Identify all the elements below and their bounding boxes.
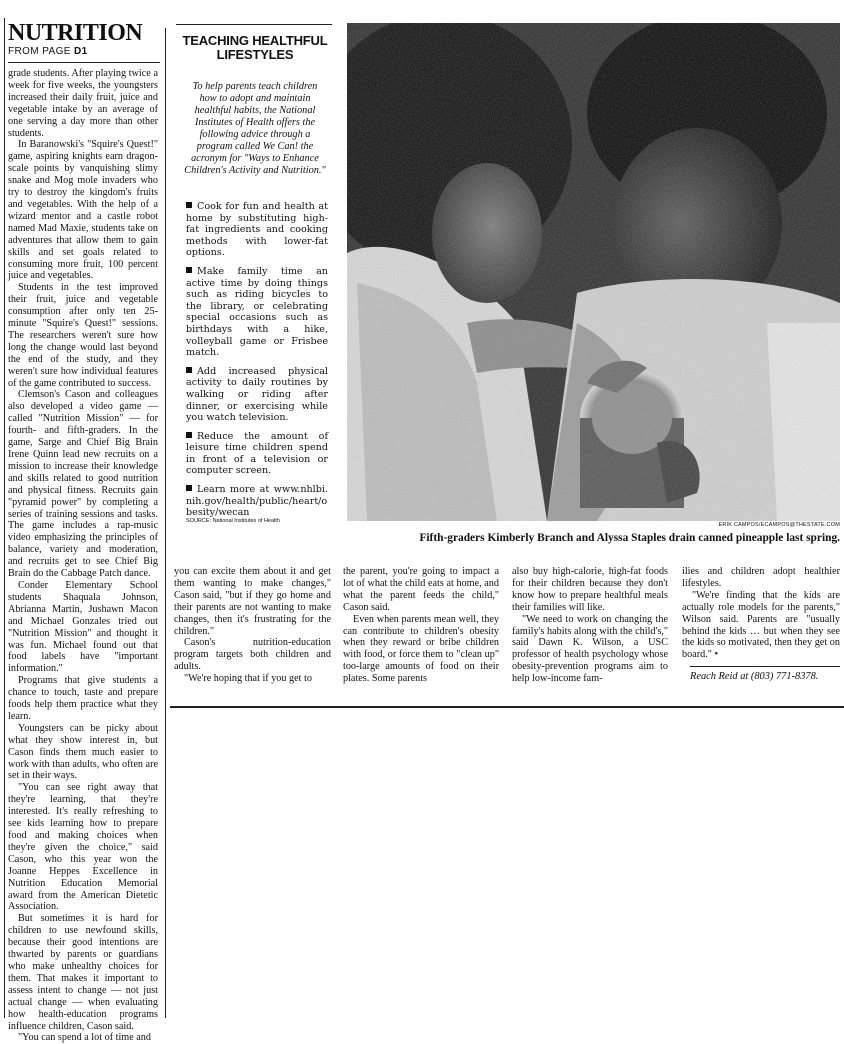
article-column-3 — [343, 566, 499, 685]
photo-credit: ERIK CAMPOS/ECAMPOS@THESTATE.COM — [718, 522, 840, 528]
signoff-rule — [690, 666, 840, 667]
tip-text: Learn more at www.nhlbi.nih.gov/health/public/heart/obesity/wecan — [186, 484, 328, 519]
tip-text: Reduce the amount of leisure time children spend in front of a television or computer screen. — [186, 430, 328, 477]
paragraph: "We're hoping that if you get to — [184, 673, 312, 685]
article-column-4 — [512, 566, 668, 685]
tip-item — [186, 431, 328, 477]
column-divider — [165, 28, 166, 1018]
paragraph: Clemson's Cason and colleagues also developed a video game — called "Nutrition Mission" — for fourth- and fifth-graders. In the game, Sarge and Chief Big Brain Irene Quinn lead new recruits on a mission to increase their knowledge and skills related to good nutrition and physical fitness. Recruits gain "pyramid power" by completing a series of training sessions and tasks. The game includes a rap-music video emphasizing the principles of balance, variety and moderation, and recruits get to see Chief Big Brain do the Cabbage Patch dance. — [8, 389, 158, 580]
tip-text: Cook for fun and health at home by substituting high-fat ingredients and cooking methods with lower-fat options. — [186, 201, 328, 259]
paragraph: the parent, you're going to impact a lot of what the child eats at home, and what the parent feeds the child," Cason said. — [343, 566, 499, 613]
square-bullet-icon — [186, 432, 192, 438]
square-bullet-icon — [186, 202, 192, 208]
paragraph: "We're finding that the kids are actually role models for the parents," Wilson said. Parents are "usually behind the kids … but when they see the kids so motivated, then they get on board." • — [682, 589, 840, 661]
sidebar-tip-list — [186, 201, 328, 526]
sidebar-title: TEACHING HEALTHFUL LIFESTYLES — [182, 33, 328, 62]
news-photo — [347, 23, 840, 521]
sidebar-intro: To help parents teach children how to adopt and maintain healthful habits, the National Institutes of Health offers the following advice through a program called We Can! the acronym for "Ways to Enhance Children's Activity and Nutrition." — [184, 81, 326, 176]
left-margin-rule — [4, 18, 5, 1018]
paragraph: Cason's nutrition-education program targets both children and adults. — [174, 637, 331, 673]
jump-line-page-ref: D1 — [74, 46, 88, 57]
article-column-2 — [174, 566, 331, 685]
sidebar-top-rule — [176, 24, 332, 25]
photo-image — [347, 23, 840, 521]
tip-item — [186, 366, 328, 424]
sidebar-source: SOURCE: National Institutes of Health — [186, 518, 280, 524]
paragraph: Students in the test improved their fruit, juice and vegetable consumption after only ten 25-minute "Squire's Quest!" sessions. The researchers weren't sure how long the change would last beyond the end of the study, and they weren't sure how individual features of the game contributed to success. — [8, 282, 158, 389]
tip-item — [186, 266, 328, 359]
paragraph: grade students. After playing twice a week for five weeks, the youngsters increased their daily fruit, juice and vegetable intake by an average of one serving a day more than other students. — [8, 68, 158, 139]
paragraph: also buy high-calorie, high-fat foods for their children because they don't know how to prepare healthful meals their families will like. — [512, 566, 668, 613]
square-bullet-icon — [186, 267, 192, 273]
tip-text: Add increased physical activity to daily routines by walking or riding after dinner, or exercising while you watch television. — [186, 365, 328, 424]
article-column-5 — [682, 566, 840, 661]
photo-caption: Fifth-graders Kimberly Branch and Alyssa Staples drain canned pineapple last spring. — [419, 532, 840, 544]
paragraph: "You can see right away that they're learning, that they're interested. It's really refreshing to see kids learning how to prepare food and making choices when they're given the choice," said Cason, who this year won the Joanne Heppes Excellence in Nutrition Education Memorial award from the American Dietetic Association. — [8, 782, 158, 913]
paragraph: "We need to work on changing the family's habits along with the child's," said Dawn K. Wilson, a USC professor of health psychology whose obesity-prevention programs aim to help low-income fam- — [512, 613, 668, 685]
paragraph: Even when parents mean well, they can contribute to children's obesity when they reward or bribe children with food, or force them to "clean up" too-large amounts of food on their plates. Some parents — [343, 613, 499, 685]
paragraph: you can excite them about it and get them wanting to make changes," Cason said, "but if they go home and their parents are not wanting to make changes, then it's frustrating for the children." — [174, 566, 331, 637]
header-underline — [8, 62, 160, 63]
paragraph: Youngsters can be picky about what they show interest in, but Cason finds them much easier to work with than adults, who often are set in their ways. — [8, 722, 158, 782]
jump-line — [8, 46, 88, 57]
paragraph: But sometimes it is hard for children to use newfound skills, because their good intentions are thwarted by parents or guardians who make unhealthy choices for them. That makes it important to assess intent to change — not just actual change — when evaluating how health-education programs influence children, Cason said. — [8, 913, 158, 1032]
jump-line-prefix: FROM PAGE — [8, 46, 75, 57]
paragraph: Programs that give students a chance to touch, taste and prepare foods help them practice what they learn. — [8, 675, 158, 722]
section-headline: NUTRITION — [8, 20, 143, 46]
square-bullet-icon — [186, 485, 192, 491]
paragraph: ilies and children adopt healthier lifestyles. — [682, 566, 840, 589]
tip-item — [186, 484, 328, 519]
tip-text: Make family time an active time by doing things such as riding bicycles to the library, or celebrating special occasions such as birthdays with a hike, volleyball game or Frisbee match. — [186, 265, 328, 359]
article-column-1 — [8, 68, 158, 1044]
tip-item — [186, 201, 328, 259]
article-bottom-rule — [170, 706, 844, 708]
paragraph: In Baranowski's "Squire's Quest!" game, aspiring knights earn dragon-scale points by vanquishing slimy snake and Mog mole invaders who try to destroy the kingdom's fruits and vegetables. With the help of a wizard mentor and a castle robot named Mad Maxie, students take on adventures that allow them to gain skills and set goals related to consuming more fruit, 100 percent juice and vegetables. — [8, 139, 158, 282]
square-bullet-icon — [186, 367, 192, 373]
author-contact: Reach Reid at (803) 771-8378. — [690, 671, 819, 682]
paragraph: Conder Elementary School students Shaquala Johnson, Abrianna Martin, Jushawn Macon and Michael Gonzales tried out "Nutrition Mission" and thought it was fun. Michael found out that food labels have "important information." — [8, 579, 158, 675]
paragraph: "You can spend a lot of time and — [18, 1032, 151, 1044]
